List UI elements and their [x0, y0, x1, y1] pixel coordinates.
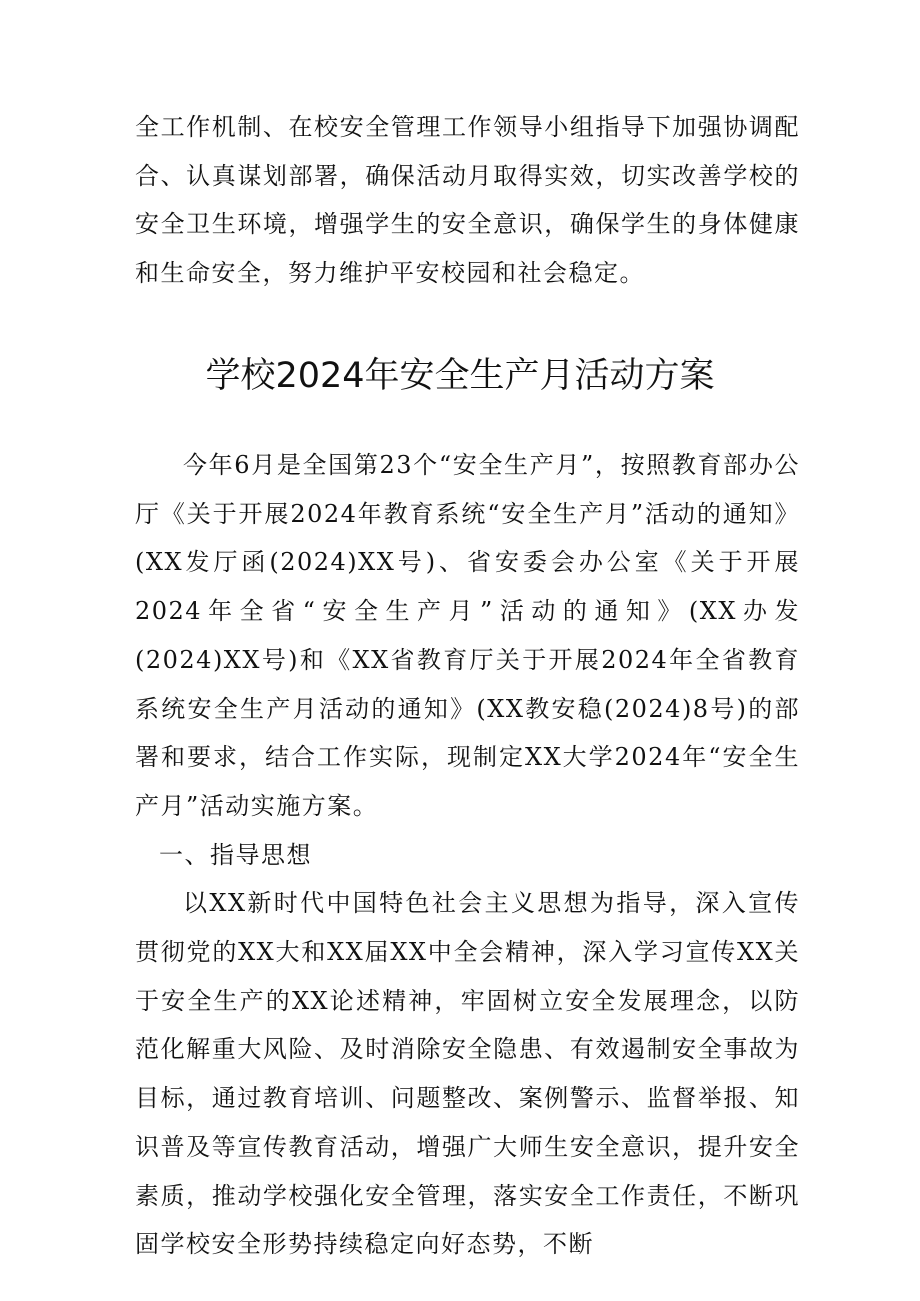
document-title: 学校2024年安全生产月活动方案: [205, 356, 715, 396]
continued-text-block: [135, 103, 800, 298]
intro-paragraph: 今年6月是全国第23个“安全生产月”，按照教育部办公厅《关于开展2024年教育系统“安全生产月”活动的通知》(XX发厅函(2024)XX号)、省安委会办公室《关于开展2024年全省“安全生产月”活动的通知》(XX办发(2024)XX号)和《XX省教育厅关于开展2024年全省教育系统安全生产月活动的通知》(XX教安稳(2024)8号)的部署和要求，结合工作实际，现制定XX大学2024年“安全生产月”活动实施方案。: [135, 451, 800, 820]
body-text-block: [135, 441, 800, 1269]
guiding-paragraph: 以XX新时代中国特色社会主义思想为指导，深入宣传贯彻党的XX大和XX届XX中全会精神，深入学习宣传XX关于安全生产的XX论述精神，牢固树立安全发展理念，以防范化解重大风险、及时消除安全隐患、有效遏制安全事故为目标，通过教育培训、问题整改、案例警示、监督举报、知识普及等宣传教育活动，增强广大师生安全意识，提升安全素质，推动学校强化安全管理，落实安全工作责任，不断巩固学校安全形势持续稳定向好态势，不断: [135, 889, 800, 1259]
continued-paragraph: 全工作机制、在校安全管理工作领导小组指导下加强协调配合、认真谋划部署，确保活动月取得实效，切实改善学校的安全卫生环境，增强学生的安全意识，确保学生的身体健康和生命安全，努力维护平安校园和社会稳定。: [135, 113, 800, 288]
section-heading: 一、指导思想: [159, 840, 312, 869]
